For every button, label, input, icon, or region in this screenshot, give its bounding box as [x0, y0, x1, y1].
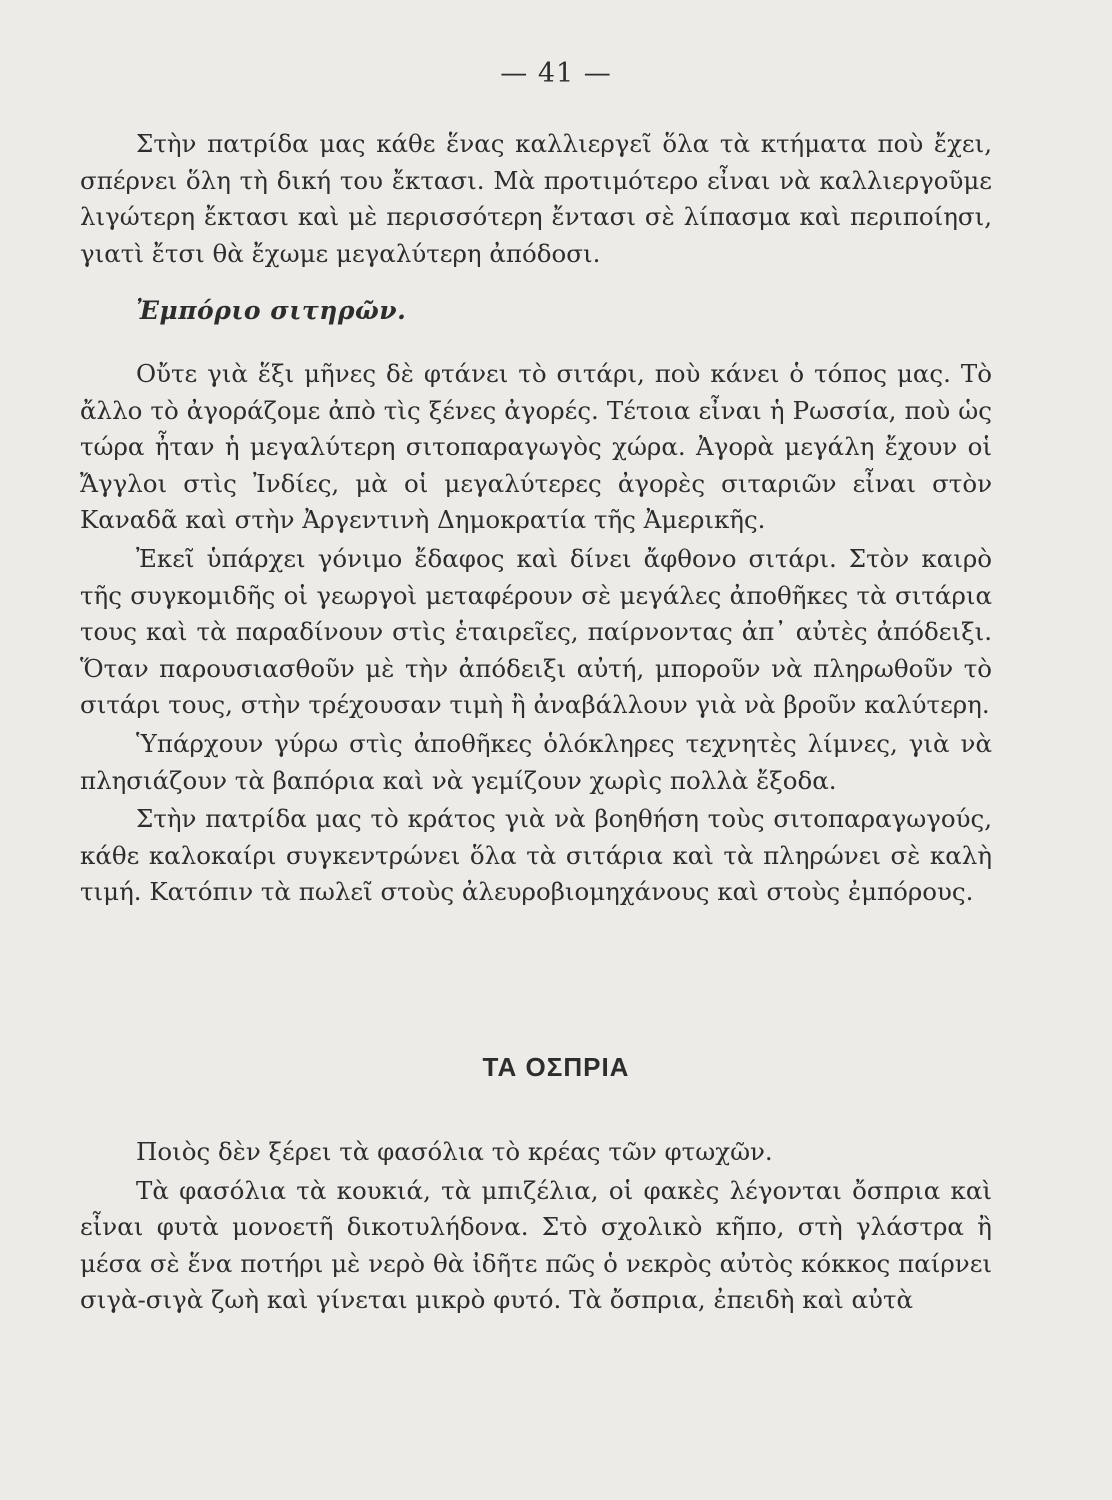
- paragraph: Τὰ φασόλια τὰ κουκιά, τὰ μπιζέλια, οἱ φακὲς λέγονται ὄσπρια καὶ εἶναι φυτὰ μονοετῆ δικοτυλήδονα. Στὸ σχολικὸ κῆπο, στὴ γλάστρα ἢ μέσα σὲ ἕνα ποτήρι μὲ νερὸ θὰ ἰδῆτε πῶς ὁ νεκρὸς αὐτὸς κόκκος παίρνει σιγὰ-σιγὰ ζωὴ καὶ γίνεται μικρὸ φυτό. Τὰ ὄσπρια, ἐπειδὴ καὶ αὐτὰ: [80, 1175, 992, 1315]
- section-title-legumes: ΤΑ ΟΣΠΡΙΑ: [482, 1052, 630, 1082]
- paragraph: Στὴν πατρίδα μας τὸ κράτος γιὰ νὰ βοηθήση τοὺς σιτοπαραγωγούς, κάθε καλοκαίρι συγκεντρώνει ὅλα τὰ σιτάρια καὶ τὰ πληρώνει σὲ καλὴ τιμή. Κατόπιν τὰ πωλεῖ στοὺς ἀλευροβιομηχάνους καὶ στοὺς ἐμπόρους.: [80, 804, 992, 907]
- intro-text: [80, 126, 992, 272]
- paragraph: Ὑπάρχουν γύρω στὶς ἀποθῆκες ὁλόκληρες τεχνητὲς λίμνες, γιὰ νὰ πλησιάζουν τὰ βαπόρια καὶ νὰ γεμίζουν χωρὶς πολλὰ ἔξοδα.: [80, 728, 992, 795]
- page-number: — 41 —: [500, 58, 612, 89]
- legumes-text: [80, 1134, 992, 1319]
- paragraph: Ἐκεῖ ὑπάρχει γόνιμο ἔδαφος καὶ δίνει ἄφθονο σιτάρι. Στὸν καιρὸ τῆς συγκομιδῆς οἱ γεωργοὶ μεταφέρουν σὲ μεγάλες ἀποθῆκες τὰ σιτάρια τους καὶ τὰ παραδίνουν στὶς ἑταιρεῖες, παίρνοντας ἀπ᾽ αὐτὲς ἀπόδειξι. Ὅταν παρουσιασθοῦν μὲ τὴν ἀπόδειξι αὐτή, μποροῦν νὰ πληρωθοῦν τὸ σιτάρι τους, στὴν τρέχουσαν τιμὴ ἢ ἀναβάλλουν γιὰ νὰ βροῦν καλύτερη.: [80, 543, 992, 720]
- paragraph: Στὴν πατρίδα μας κάθε ἕνας καλλιεργεῖ ὅλα τὰ κτήματα ποὺ ἔχει, σπέρνει ὅλη τὴ δική του ἔκτασι. Μὰ προτιμότερο εἶναι νὰ καλλιεργοῦμε λιγώτερη ἔκτασι καὶ μὲ περισσότερη ἔντασι σὲ λίπασμα καὶ περιποίησι, γιατὶ ἔτσι θὰ ἔχωμε μεγαλύτερη ἀπόδοσι.: [80, 129, 992, 268]
- subheading-grain-trade: Ἐμπόριο σιτηρῶν.: [136, 296, 407, 325]
- grain-trade-text: [80, 356, 992, 911]
- paragraph: Οὔτε γιὰ ἕξι μῆνες δὲ φτάνει τὸ σιτάρι, ποὺ κάνει ὁ τόπος μας. Τὸ ἄλλο τὸ ἀγοράζομε ἀπὸ τὶς ξένες ἀγορές. Τέτοια εἶναι ἡ Ρωσσία, ποὺ ὡς τώρα ἦταν ἡ μεγαλύτερη σιτοπαραγωγὸς χώρα. Ἀγορὰ μεγάλη ἔχουν οἱ Ἄγγλοι στὶς Ἰνδίες, μὰ οἱ μεγαλύτερες ἀγορὲς σιταριῶν εἶναι στὸν Καναδᾶ καὶ στὴν Ἀργεντινὴ Δημοκρατία τῆς Ἀμερικῆς.: [80, 359, 992, 535]
- paragraph: Ποιὸς δὲν ξέρει τὰ φασόλια τὸ κρέας τῶν φτωχῶν.: [136, 1137, 773, 1166]
